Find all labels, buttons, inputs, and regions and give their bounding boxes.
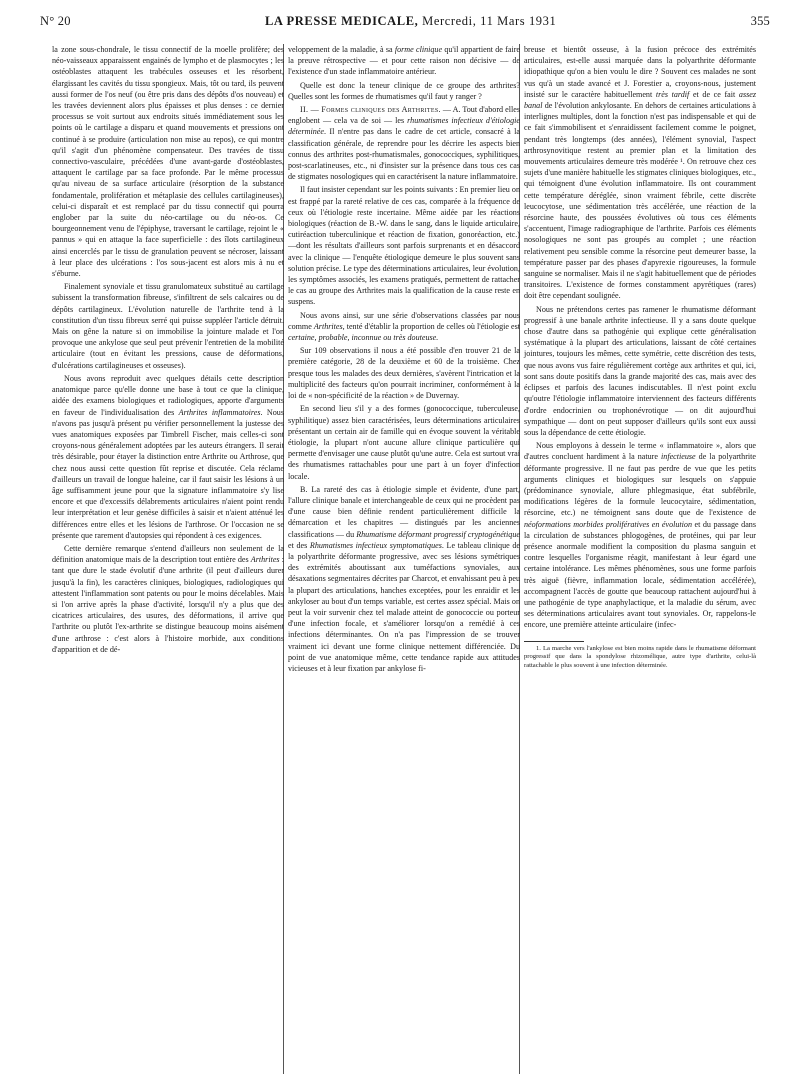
text-run: et du passage dans la circulation de substances phlogogènes, de protéines, qui par leur présence anormale modifient la composition du plasma sanguin et contre lesquelles l'organisme réagit, manifestant à leur égard une certaine intolérance. Les mêmes phénomènes, sous une forme parfois très aiguë (fièvre, inflammation locale, sédimentation accélérée), accompagnent l'accès de goutte que beaucoup rattachent aujourd'hui à une pathogénie de type anaphylactique, et la maladie du sérum, avec ses déterminations articulaires avant tout synoviales. Or, rappelons-le encore, une première atteinte articulaire (infec-: [524, 519, 756, 630]
text-run: . Nous n'avons pas jusqu'à présent pu vérifier personnellement la justesse des vues anatomiques exposées par Timbrell Fischer, mais celles-ci sont croyons-nous généralement adoptées par les auteurs étrangers. Il serait très désirable, pour étayer la distinction entre Arthrite ou Arthrose, que chez nous aussi cette question fût reprise et discutée. Cela réclame d'ailleurs un travail de longue haleine, car il faut saisir les lésions à un âge suffisamment jeune pour que la signature inflammatoire s'y lise encore et que d'excessifs délabrements articulaires n'aient point rendu leur interprétation et leur genèse difficiles à saisir et n'aient atténué les différences entre elles et les lésions de l'arthrose. Or l'occasion ne se présente que rarement d'autopsies qui répondent à ces exigences.: [52, 407, 285, 540]
paragraph: [524, 44, 756, 302]
text-run: . Le tableau clinique de la polyarthrite déformante progressive, avec ses lésions symétriques des extrémités aboutissant aux tuméfactions synoviales, aux désaxations segmentaires décrites par Charcot, et envahissant peu à peu la plupart des articulations, hanches exceptées, pour les enraidir et les ankyloser au bout d'un temps variable, est certes assez spécial. Mais on peut la voir survenir chez tel malade atteint de gonococcie ou porteur d'une infection focale, et s'améliorer lorsqu'on a remédié à ces infections déterminantes. On n'a pas l'impression de se trouver vraiment ici devant une forme clinique nettement différenciée. Du point de vue anatomique même, cette tendance rapide aux attitudes vicieuses et à leur fixation par ankylose fi-: [288, 540, 520, 673]
paragraph: Finalement synoviale et tissu granulomateux substitué au cartilage subissent la transformation fibreuse, s'infiltrent de sels calcaires ou de dépôts cartilagineux. L'évolution naturelle de l'arthrite tend à la constitution d'un tissu fibreux serré qui puisse suppléer l'article détruit. Mais on gêne la nature si on immobilise la jointure malade et l'on provoque une ankylose que seul peut prévenir l'entretien de la mobilité articulaire (tout en évitant les pressions, cause de déformations, d'ulcérations cartilagineuses et osseuses).: [52, 282, 284, 370]
text-column-2: [288, 44, 520, 676]
journal-name: LA PRESSE MEDICALE,: [264, 14, 419, 28]
text-run: . Il n'entre pas dans le cadre de cet article, consacré à la classification générale, de reprendre pour les décrire les aspects bien connus des arthrites post-rhumatismales, gonococciques, syphilitiques, post-scarlatineuses, etc., ni d'insister sur la présence dans tous ces cas de stigmates nosologiques qui en caractérisent la nature inflammatoire.: [288, 127, 520, 182]
emphasis: Rhumatisme déformant progressif cryptogénétique: [356, 529, 520, 539]
page-number: 355: [750, 14, 770, 28]
text-run: breuse et bientôt osseuse, à la fusion précoce des extrémités articulaires, est-elle aussi marquée dans la polyarthrite déformante idiopathique qu'on a bien voulu le dire ? Souvent ces malades ne sont vus qu'à un stade avancé et J. Forestier a, croyons-nous, justement insisté sur le caractère habituellement: [524, 45, 756, 99]
issue-number: N° 20: [40, 14, 71, 28]
emphasis: assez banal: [524, 89, 756, 111]
emphasis: rhumatismes infectieux d'étiologie déterminée: [288, 116, 520, 137]
footnote-divider: [524, 641, 584, 642]
text-run: veloppement de la maladie, à sa: [288, 45, 395, 54]
paragraph: Sur 109 observations il nous a été possible d'en trouver 21 de la première catégorie, 28 de la deuxième et 60 de la troisième. Chez presque tous les malades des deux dernières, s'avèrent l'intrication et la multiplicité des facteurs qu'on pourrait incriminer, conformément à la loi de « non-spécificité de la réaction » de Duvernay.: [288, 346, 520, 401]
footnote: 1. La marche vers l'ankylose est bien moins rapide dans le rhumatisme déformant progressif que dans la spondylose rhizomélique, autre type d'arthrite, celui-là rattachable le plus souvent à une infection déterminée.: [524, 644, 756, 669]
running-header: [40, 14, 770, 38]
text-run: Nous avons ainsi, sur une série d'observations classées par nous comme: [288, 310, 520, 331]
text-run: Cette dernière remarque s'entend d'ailleurs non seulement de la définition anatomique mais de la description tout entière des: [52, 543, 284, 565]
paragraph: En second lieu s'il y a des formes (gonococcique, tuberculeuse, syphilitique) assez bien caractérisées, leurs déterminations articulaires présentant un certain air de famille qui en évoque souvent la véritable étiologie, la plupart n'ont aucune allure clinique particulière qui permette d'envisager une cause plutôt qu'une autre. Cela est surtout vrai des rhumatismes rattachables pour une part à un foyer d'infection locale.: [288, 404, 520, 481]
emphasis: infectieuse: [661, 452, 696, 462]
journal-title-line: [265, 14, 556, 29]
text-run: B. La rareté des cas à étiologie simple et évidente, d'une part, l'allure clinique banale et interchangeable de ceux qui ne procèdent pas d'une cause bien définie rendent particulièrement difficile la démarcation et les chapitres — distingués par les anciennes classifications — du: [288, 484, 520, 539]
emphasis: Arthrites inflammatoires: [178, 407, 261, 417]
paragraph: [288, 310, 520, 344]
text-run: Nous employons à dessein le terme « inflammatoire », alors que d'autres concluent hardiment à la nature: [524, 441, 756, 462]
emphasis: néoformations morbides prolifératives en évolution: [524, 519, 692, 529]
text-run: de la polyarthrite déformante progressive. Il ne faut pas perdre de vue que les petits arguments cliniques et biologiques sur lesquels on s'appuie (prédominance synoviale, allure phlegmasique, état subfébrile, modifications légères de la formule leucocytaire, sédimentation, résorcine, etc.) ne témoignent sans doute que de l'existence de: [524, 452, 757, 518]
text-run: , tenté d'établir la proportion de celles où l'étiologie est: [342, 321, 520, 331]
paragraph: [524, 440, 756, 630]
text-run: et de ce fait: [689, 89, 739, 99]
issue-date: Mercredi, 11 Mars 1931: [422, 14, 557, 28]
paragraph: Quelle est donc la teneur clinique de ce groupe des arthrites? Quelles sont les formes de rhumatismes qu'il faut y ranger ?: [288, 80, 520, 101]
text-column-1: [52, 44, 284, 657]
emphasis: certaine, probable, inconnue ou très douteuse.: [288, 333, 439, 343]
paragraph: Il faut insister cependant sur les points suivants : En premier lieu on est frappé par la rareté relative de ces cas, comparée à la fréquence de ceux où l'étiologie reste incertaine. Même aidée par les réactions biologiques (réaction de B.-W. dans le sang, dans le liquide articulaire, cutiréaction tuberculinique et réaction de fixation, gonoréaction, etc.)—dont les résultats d'ailleurs sont parfois surprenants et en désaccord avec la clinique — l'enquête étiologique demeure le plus souvent sans solution précise. Le type des déterminations articulaires, leur évolution, les symptômes associés, les examens pratiqués, permettent de rattacher le cas au groupe des Arthrites mais la qualification de la cause reste en suspens.: [288, 185, 520, 307]
paragraph: la zone sous-chondrale, le tissu connectif de la moelle prolifère; des néo-vaisseaux apparaissent engainés de lympho et de plasmocytes ; les ostéoblastes attaquent les trabécules osseuses et les résorbent, élargissant les cavités du tissu spongieux. Mais, tôt ou tard, ils peuvent aussi former de l'os neuf (ou être pris dans des dépôts d'os nouveau) et les travées deviennent alors plus épaisses et plus denses : ce dernier processus se voit surtout aux endroits situés immédiatement sous les points où le cartilage a disparu et quand mouvements et pressions ont continué à se produire (articulation non mise au repos), ce qui montre qu'il s'agit d'un phénomène compensateur. Des travées de tissu connectivo-vasculaire, précédées d'une avant-garde d'ostéoblastes, attaquent le cartilage par sa face profonde. Par le même processus qu'au niveau de sa surface articulaire (résorption de la substance fondamentale, prolifération et métaplasie des cellules cartilagineuses), celui-ci disparaît et est remplacé par du tissu connectif qui pourra englober par la suite du néo-cartilage ou du néo-os. Ce bourgeonnement venu de l'épiphyse, traversant le cartilage, rejoint le « pannus » qui en attaque la face superficielle : des îlots cartilagineux ainsi encerclés par le tissu de granulation peuvent se nécroser, laissant à leur place des ulcérations : l'os sous-jacent est alors mis à nu et s'éburne.: [52, 45, 284, 279]
emphasis: Arthrites: [313, 321, 343, 331]
text-run: de l'évolution ankylosante. En dehors de certaines articulations à interlignes multiples, dont la fonction n'est pas indispensable et qui de ce fait s'immobilisent et s'enraidissent facilement comme le poignet, pendant très longtemps (des années), l'élément synovial, l'aspect arthrosynovitique restent au premier plan et la limitation des mouvements articulaires demeure très modérée ¹. On retrouve chez ces sujets d'une manière habituelle les stigmates cliniques biologiques, etc., qui témoignent d'une évolution inflammatoire. Ils ont couramment cette température déréglée, sinon vraiment fébrile, cette discrète leucocytose, une sédimentation très accélérée, une réaction de la résorcine haute, des poussées évolutives où tous ces éléments s'accentuent, l'image radiographique de l'arthrite. Parfois ces éléments nosologiques ne sont pas groupés au complet ; une réaction relativement peu sensible comme la résorcine peut demeurer basse, la température passer par des phases d'apyrexie rigoureuses, la formule sanguine se normaliser. Mais il ne s'agit habituellement que de périodes transitoires. L'existence de formes constamment apyrétiques (rares) doit être cependant soulignée.: [524, 101, 756, 301]
paragraph: [52, 373, 284, 541]
text-run: qu'il appartient de faire la preuve rétrospective — et pour cette raison non décisive — de l'existence d'un stade inflammatoire antérieur.: [288, 45, 520, 77]
emphasis: forme clinique: [394, 45, 443, 54]
text-column-3: [524, 44, 756, 672]
text-run: Nous avons reproduit avec quelques détails cette description anatomique parce qu'elle donne une base à tout ce que la clinique, aidée des examens biologiques et radiologiques, apporte d'arguments en faveur de l'individualisation des: [52, 373, 284, 417]
emphasis: Rhumatismes infectieux symptomatiques: [309, 540, 442, 550]
emphasis: Arthrites: [250, 555, 280, 565]
paragraph: [52, 543, 284, 655]
paragraph: [288, 44, 520, 78]
paragraph: Nous ne prétendons certes pas ramener le rhumatisme déformant progressif à une banale arthrite infectieuse. Il y a sans doute quelque chose d'autre dans sa pathogénie qui explique cette généralisation systématique à la plupart des articulations, laissant de côté certaines jointures, toujours les mêmes, cette symétrie, cette discrétion des tests, que nous avons vus faire régulièrement cortège aux arthrites et qui, ici, sont sans doute positifs dans la grande majorité des cas, mais avec des éclipses et parfois des lacunes indiscutables. Il n'est point exclu qu'outre l'étiologie inflammatoire interviennent des facteurs différents d'ordre endocrinien ou trophonévrotique — on dit aujourd'hui sympathique — dont on peut supposer d'ailleurs qu'ils sont eux aussi sous la dépendance de cette étiologie.: [524, 304, 756, 437]
paragraph: [288, 484, 520, 674]
emphasis: très tardif: [655, 89, 690, 99]
text-run: et des: [288, 540, 310, 550]
text-run: : tant que dure le stade évolutif d'une arthrite (il peut d'ailleurs durer jusqu'à la fin), les caractères cliniques, biologiques, radiologiques qui attestent l'inflammation sont patents ou pour le moins décelables. Mais si l'on arrive après la phase d'activité, lorsqu'il n'y a plus que des cicatrices articulaires, des usures, des déformations, il arrive que l'arthrite ou plutôt l'ex-arthrite se distingue beaucoup moins aisément d'une arthrose : c'est alors à l'histoire morbide, aux conditions d'apparition et de dé-: [52, 555, 284, 654]
text-run: — A. Tout d'abord elles englobent — cela va de soi — les: [288, 105, 520, 126]
section-heading: II. — Formes cliniques des Arthrites.: [300, 105, 441, 115]
paragraph: [288, 104, 520, 182]
